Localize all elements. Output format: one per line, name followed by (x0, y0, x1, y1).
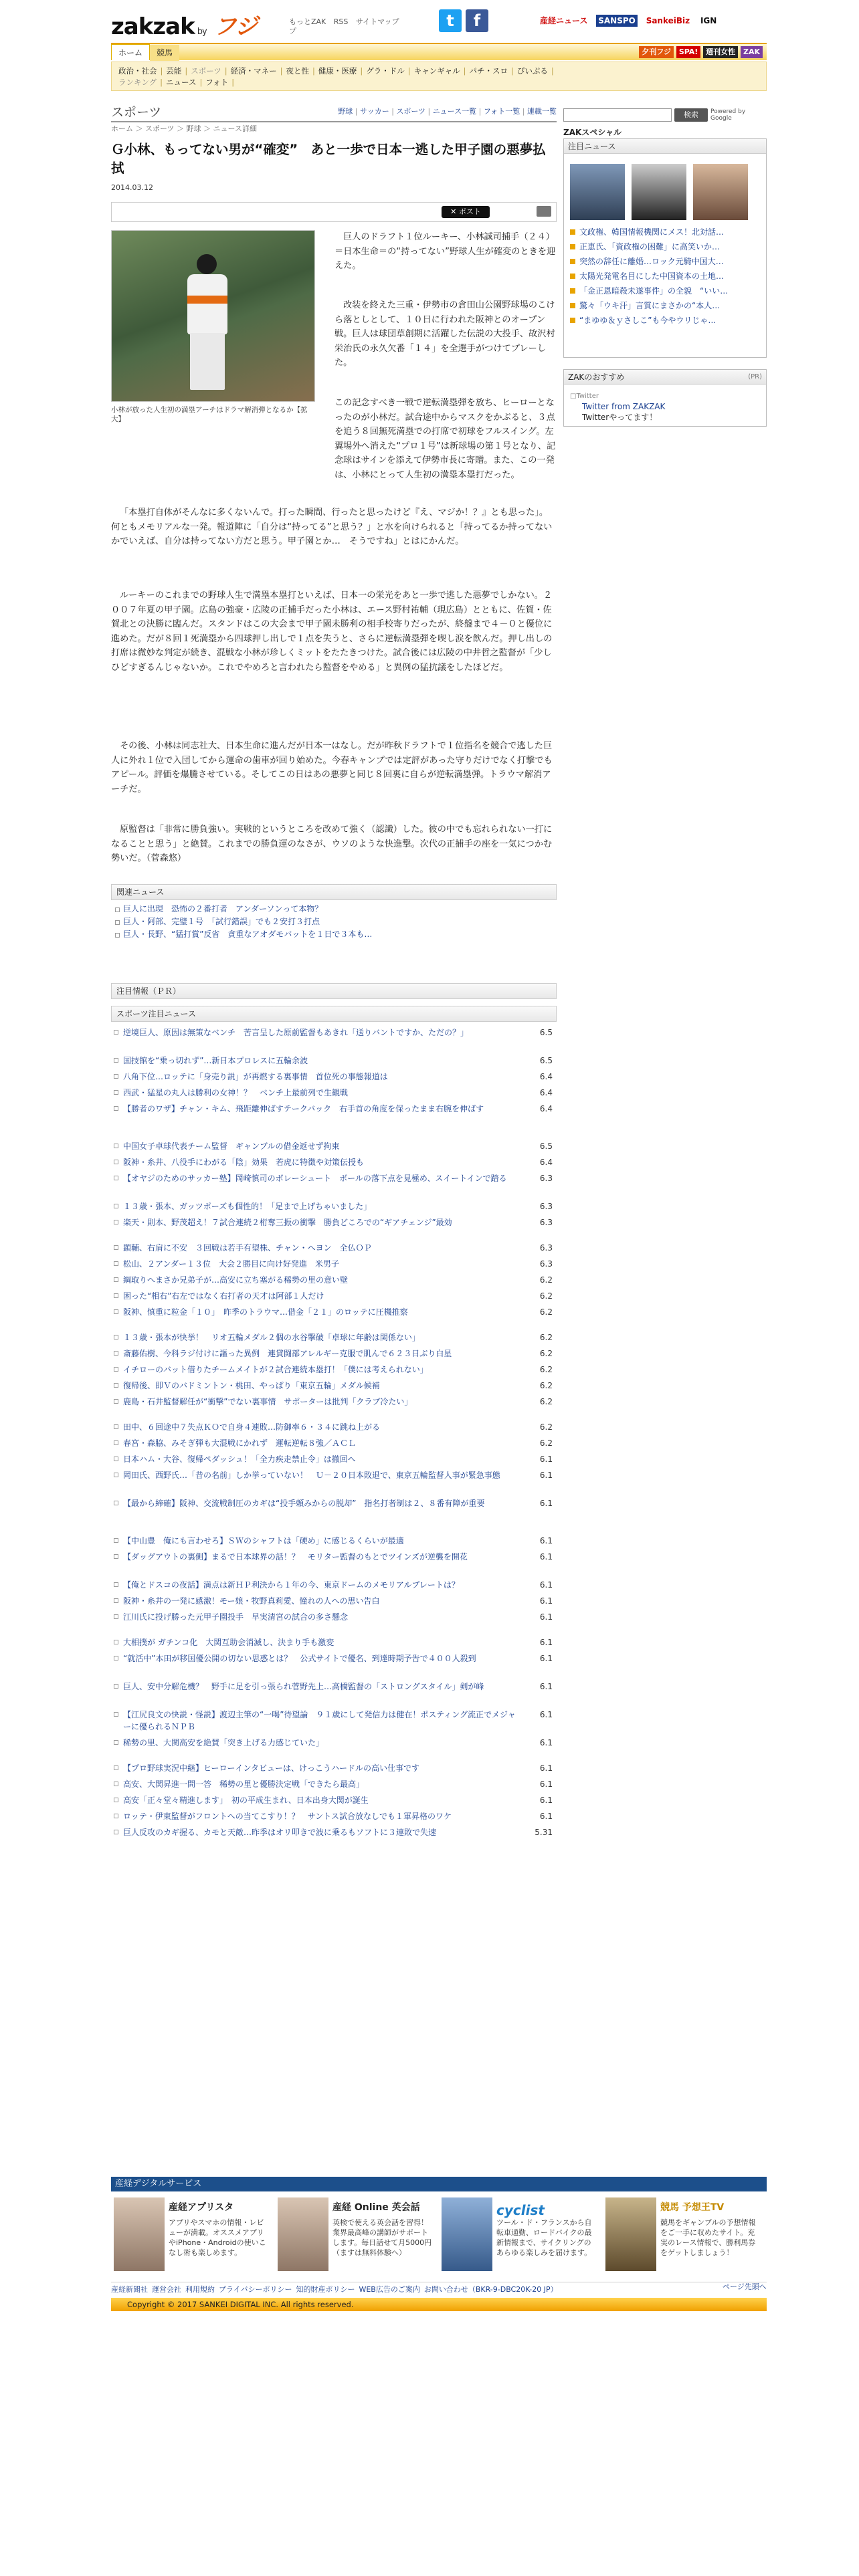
twitter-widget[interactable] (569, 392, 665, 423)
news-date: 6.1 (539, 1796, 553, 1805)
category-link[interactable]: スポーツ (191, 66, 221, 76)
news-date: 6.2 (539, 1438, 553, 1448)
news-date: 6.1 (539, 1471, 553, 1480)
search-button[interactable]: 検索 (674, 108, 708, 122)
news-date: 6.1 (539, 1763, 553, 1773)
news-title[interactable]: 【中山豊 俺にも言わせろ】ＳＷのシャフトは「硬め」に感じるくらいが最適 (123, 1536, 404, 1545)
pr-label: (PR) (748, 373, 762, 381)
category-link[interactable]: キャンギャル (413, 66, 460, 76)
news-title[interactable]: 復帰後、即Ｖのバドミントン・桃田、やっぱり「東京五輪」メダル候補 (123, 1381, 380, 1390)
category-link[interactable]: ぴいぷる (516, 66, 548, 76)
ad-chip-fuji[interactable]: 夕刊フジ (639, 46, 674, 58)
featured-news-item[interactable]: 「金正恩暗殺未遂事件」の全貌 “いい… (569, 284, 764, 298)
group-spacer (111, 1410, 557, 1419)
separator: | (389, 107, 397, 116)
news-title[interactable]: 顕輔、右肩に不安 ３回戦は若手有望株、チャン・ヘヨン 全仏ＯＰ (123, 1243, 372, 1253)
facebook-icon[interactable]: f (466, 9, 488, 32)
group-spacer (111, 1625, 557, 1634)
separator: | (160, 78, 163, 87)
sports-news-item[interactable] (111, 1776, 557, 1792)
sports-news-header: スポーツ注目ニュース (111, 1006, 557, 1022)
news-title[interactable]: 春宮・森脇、みそぎ弾も大混戦にかれず 運転逆転８強／ＡＣＬ (123, 1438, 357, 1448)
group-spacer (111, 1230, 557, 1240)
news-date: 6.1 (539, 1738, 553, 1747)
player-jersey (187, 274, 227, 334)
twitter-from-link[interactable]: Twitter from ZAKZAK (582, 401, 666, 411)
news-title[interactable]: ロッテ・伊東監督がフロントへの当てこすり！？ サントス試合放なしでも１軍昇格のワケ (123, 1812, 452, 1821)
news-thumbnail-3[interactable] (693, 164, 748, 220)
category-link[interactable]: ニュース (166, 78, 197, 87)
news-title[interactable]: 巨人反攻のカギ握る、カモと天敵…昨季はオリ叩きで波に乗るもソフトに３連敗で失速 (123, 1828, 437, 1837)
category-link[interactable]: 夜と性 (286, 66, 310, 76)
ad-chips (639, 46, 763, 58)
sanspo-banner[interactable]: SANSPO (596, 15, 638, 27)
sports-news-item[interactable] (111, 1435, 557, 1451)
article-paragraph-1: 巨人のドラフト１位ルーキー、小林誠司捕手（２４）＝日本生命＝の“持ってない”野球人生が確変のときを迎えた。 (335, 232, 556, 271)
category-link[interactable]: 政治・社会 (118, 66, 157, 76)
featured-news-item[interactable]: 文政権、韓国情報機関にメス！北対話… (569, 225, 764, 239)
footer-link[interactable]: プライバシーポリシー (219, 2285, 292, 2294)
news-title[interactable]: １３歳・張本、ガッツポーズも個性的！「足まで上げちゃいました」 (123, 1202, 372, 1211)
recommend-header: ZAKのおすすめ (PR) (564, 370, 766, 385)
separator: | (185, 66, 188, 76)
news-title[interactable]: 【俺とドスコの夜話】満点は新ＨＰ利決から１年の今、東京ドームのメモリアルプレートは？ (123, 1580, 460, 1590)
news-title[interactable]: 【プロ野球実況中継】ヒーローインタビューは、けっこうハードルの高い仕事です (123, 1763, 420, 1773)
separator: | (280, 66, 283, 76)
news-title[interactable]: 大相撲が ガチンコ化 大関互助会消滅し、決まり手も激変 (123, 1638, 335, 1647)
section-link[interactable]: 連載一覧 (527, 107, 557, 116)
section-title: スポーツ (111, 105, 162, 120)
news-title[interactable]: 国技館を“乗っ切れず”…新日本プロレスに五輪余波 (123, 1056, 308, 1065)
news-date: 6.2 (539, 1397, 553, 1406)
related-news-item[interactable]: 巨人・阿部、完璧１号 「試行錯誤」でも２安打３打点 (115, 916, 550, 928)
news-title[interactable]: 斎藤佑樹、今科ラジ付けに謳った異例 連貸闘部アレルギー克服で肌んで６２３日ぶり白星 (123, 1349, 452, 1358)
news-title[interactable]: 江川氏に投げ勝った元甲子園投手 早実清宮の試合の多さ懸念 (123, 1612, 349, 1622)
top-link-more[interactable]: もっとZAK (289, 17, 326, 26)
sports-news-item[interactable] (111, 1679, 557, 1707)
news-date: 6.2 (539, 1275, 553, 1285)
sports-news-item[interactable] (111, 1609, 557, 1625)
separator: | (224, 66, 227, 76)
sports-news-item[interactable] (111, 1346, 557, 1362)
sports-news-item[interactable] (111, 1707, 557, 1735)
news-title[interactable]: イチローのバット借りたチームメイトが２試合連続本塁打！「僕には考えられない」 (123, 1365, 428, 1374)
separator: | (425, 107, 433, 116)
news-date: 6.1 (539, 1499, 553, 1508)
group-spacer (111, 1129, 557, 1138)
photo-caption: 小林が放った人生初の満塁アーチはドラマ解消弾となるか【拡大】 (111, 406, 308, 423)
service-yosoou[interactable]: 競馬 予想王TV 競馬をギャンブルの予想情報をご一手に収めたサイト。充実のレース情報で、勝利馬券をゲットしましょう！ (603, 2197, 767, 2271)
news-title[interactable]: 田中、６回途中７失点ＫＯで自身４連敗…防御率６・３４に跳ね上がる (123, 1422, 381, 1432)
sports-news-item[interactable] (111, 1495, 557, 1523)
news-title[interactable]: 稀勢の里、大関高安を絶賛「突き上げる力感じていた」 (123, 1738, 324, 1747)
featured-news-header: 注目ニュース (564, 139, 766, 154)
x-post-button[interactable]: ✕ ポスト (442, 206, 490, 218)
news-date: 6.1 (539, 1710, 553, 1719)
service-appsta[interactable]: 産経アプリスタ アプリやスマホの情報・レビューが満載。オススメアプリやiPhone・Androidの使いこなし術も楽しめます。 (111, 2197, 275, 2271)
sports-news-item[interactable] (111, 1170, 557, 1198)
news-date: 6.5 (539, 1028, 553, 1037)
news-title[interactable]: １３歳・張本が快挙！ リオ五輪メダル２個の水谷撃破「卓球に年齢は関係ない」 (123, 1333, 420, 1342)
footer-link[interactable]: 利用規約 (185, 2285, 215, 2294)
breadcrumb[interactable]: ホーム ＞ スポーツ ＞ 野球 ＞ ニュース詳細 (111, 124, 257, 133)
news-date: 6.1 (539, 1812, 553, 1821)
sports-news-item[interactable] (111, 1533, 557, 1549)
sports-news-item[interactable] (111, 1792, 557, 1808)
news-title[interactable]: 高安、大関昇進一問一答 稀勢の里と優勝決定戦「できたら最高」 (123, 1780, 365, 1789)
news-title[interactable]: 阪神、慎重に粒金「１０」 昨季のトラウマ…借金「２１」のロッテに圧機推察 (123, 1307, 408, 1317)
footer-link[interactable]: お問い合わせ（BKR-9-DBC20K-20 JP） (423, 2285, 558, 2294)
sports-news-item[interactable] (111, 1451, 557, 1467)
related-news-header: 関連ニュース (111, 884, 557, 900)
separator: | (463, 66, 466, 76)
news-title[interactable]: 松山、２アンダー１３位 大会２勝目に向け好発進 米男子 (123, 1259, 340, 1269)
sports-news-item[interactable] (111, 1808, 557, 1824)
twitter-badge-icon: □Twitter (570, 393, 599, 400)
section-link[interactable]: スポーツ (396, 107, 425, 116)
news-date: 6.3 (539, 1243, 553, 1253)
related-news-list (115, 903, 550, 941)
top-link-sitemap[interactable]: サイトマップ (355, 17, 399, 26)
news-date: 6.1 (539, 1596, 553, 1606)
news-date: 6.2 (539, 1422, 553, 1432)
section-links (312, 107, 557, 117)
sports-news-item[interactable] (111, 1378, 557, 1394)
separator: | (476, 107, 484, 116)
sports-news-item[interactable] (111, 1214, 557, 1230)
print-icon[interactable] (537, 206, 551, 217)
news-date: 6.3 (539, 1174, 553, 1183)
sports-news-item[interactable] (111, 1240, 557, 1256)
sports-news-item[interactable] (111, 1577, 557, 1593)
news-date: 6.1 (539, 1552, 553, 1562)
news-date: 6.2 (539, 1365, 553, 1374)
news-title[interactable]: “就活中”本田が移国優公開の切ない思惑とは？ 公式サイトで優名、到達時期予告で４００人殺到 (123, 1654, 476, 1663)
news-thumbnail-2[interactable] (632, 164, 686, 220)
news-title[interactable]: 阪神・糸井の一発に感激！モー娘・牧野真莉愛、憧れの人への思い告白 (123, 1596, 380, 1606)
separator: | (160, 66, 163, 76)
footer-links (111, 2282, 767, 2296)
ad-chip-josei[interactable]: 週刊女性 (703, 46, 738, 58)
sports-news-item[interactable] (111, 1467, 557, 1495)
news-title[interactable]: 日本ハム・大谷、復帰ペダッシュ！「全力疾走禁止令」は撤回へ (123, 1455, 356, 1464)
sports-news-list (111, 1025, 557, 1850)
group-spacer (111, 1751, 557, 1760)
separator: | (231, 78, 235, 87)
news-title[interactable]: 楽天・則本、野茂超え！７試合連続２桁奪三振の衝撃 勝負どころでの“ギアチェンジ”最効 (123, 1218, 452, 1227)
twitter-text: Twitterやってます！ (582, 412, 658, 422)
sports-news-item[interactable] (111, 1256, 557, 1272)
featured-news-item[interactable]: 突然の辞任に離婚…ロック元騎中国大… (569, 254, 764, 269)
related-news-item[interactable]: 巨人・長野、“猛打賞”反省 貪重なアオダモバットを１日で３本も… (115, 928, 550, 941)
category-link[interactable]: グラ・ドル (366, 66, 405, 76)
news-title[interactable]: 高安「正々堂々精進します」 初の平成生まれ、日本出身大関が誕生 (123, 1796, 369, 1805)
news-date: 6.3 (539, 1259, 553, 1269)
sports-news-item[interactable] (111, 1053, 557, 1069)
news-date: 6.5 (539, 1142, 553, 1151)
news-date: 6.2 (539, 1291, 553, 1301)
news-date: 6.2 (539, 1349, 553, 1358)
news-date: 6.2 (539, 1381, 553, 1390)
featured-news-item[interactable]: “まゆゆ＆ｙさしこ”も今やウリじゃ… (569, 313, 764, 328)
news-date: 6.1 (539, 1612, 553, 1622)
separator: | (520, 107, 527, 116)
sports-news-item[interactable] (111, 1549, 557, 1577)
copyright: Copyright © 2017 SANKEI DIGITAL INC. All rights reserved. (111, 2298, 767, 2311)
service-photo (278, 2197, 328, 2271)
player-figure (181, 254, 234, 391)
sports-news-item[interactable] (111, 1593, 557, 1609)
separator: | (551, 66, 554, 76)
featured-news-item[interactable]: 驚々「ウキ汗」言質にまさかの“本人… (569, 298, 764, 313)
main-tabs (111, 43, 767, 60)
top-link-sub[interactable]: プ (289, 27, 296, 35)
category-link[interactable]: フォト (205, 78, 229, 87)
article-paragraph-2: 改装を終えた三重・伊勢市の倉田山公園野球場のこけら落としとして、１０日に行われた阪神とのオープン戦。巨人は球団草創期に活躍した伝説の大投手、故沢村栄治氏の永久欠番「１４」を全選手がつけてプレーした。 (335, 300, 555, 368)
news-date: 6.4 (539, 1072, 553, 1081)
sports-news-item[interactable] (111, 1198, 557, 1214)
news-title[interactable]: 阪神・糸井、八役手にわがる「陰」効果 若虎に特徴や対策伝授も (123, 1158, 365, 1167)
sports-news-item[interactable] (111, 1025, 557, 1053)
zakzak-logo[interactable]: zakzak by フジ (111, 13, 258, 40)
service-photo (605, 2197, 656, 2271)
news-title[interactable]: 【勝者のワザ】チャン・キム、飛距離伸ばすテークバック 右手首の角度を保ったまま右腕を伸ばす (123, 1104, 484, 1113)
page-top-link[interactable]: ページ先頭へ (723, 2282, 767, 2291)
footer-link[interactable]: 産経新聞社 (111, 2285, 148, 2294)
separator: | (199, 78, 203, 87)
news-title[interactable]: 逆境巨人、原因は無策なベンチ 苦言呈した原前監督もあきれ「送りバントですか、ただの？」 (123, 1028, 469, 1037)
featured-news-item[interactable]: 正恵氏、「資政権の困難」に高笑いか… (569, 239, 764, 254)
group-spacer (111, 1840, 557, 1850)
digital-services-header: 産経デジタルサービス (111, 2177, 767, 2191)
news-date: 6.5 (539, 1056, 553, 1065)
player-pants (190, 333, 225, 390)
sankei-news-banner[interactable]: 産経ニュース (538, 15, 589, 27)
sports-news-item[interactable] (111, 1394, 557, 1410)
article-paragraph-4: 「本塁打自体がそんなに多くないんで。打った瞬間、行ったと思ったけど『え、マジか！？』とも思った」。何ともメモリアルな一発。報道陣に「自分は“持ってる”と思う？」と水を向けられると「持ってるか持ってないかでいえば、自分は持ってない方だと思う。甲子園とか… そうですね」とはにかんだ。 (111, 508, 553, 546)
top-link-rss[interactable]: RSS (333, 17, 349, 26)
featured-news-item[interactable]: 太陽光発電名目にした中国資本の土地… (569, 269, 764, 284)
news-date: 6.2 (539, 1307, 553, 1317)
sports-news-item[interactable] (111, 1154, 557, 1170)
section-link[interactable]: 野球 (338, 107, 353, 116)
sports-news-item[interactable] (111, 1329, 557, 1346)
x-post-label: ポスト (458, 207, 481, 216)
category-link[interactable]: 健康・医療 (318, 66, 357, 76)
sports-news-item[interactable] (111, 1138, 557, 1154)
group-spacer (111, 1523, 557, 1533)
news-date: 6.1 (539, 1682, 553, 1691)
article-paragraph-7: 原監督は「非常に勝負強い。実戦的というところを改めて強く（認識）した。彼の中でも忘れられない一打になることと思う」と絶賛。これまでの勝負運のなさが、ウソのような快進撃。次代の正捕手の座を一気につかむ勢いだ。（菅森悠） (111, 825, 553, 863)
category-row-1 (118, 66, 759, 77)
partner-banners (534, 15, 719, 27)
service-eikaiwa[interactable]: 産経 Online 英会話 英検で使える英会話を習得！業界最高峰の講師がサポートします。毎日話せて月5000円（ますは無料体験へ） (275, 2197, 439, 2271)
related-news-item[interactable]: 巨人に出現 恐怖の２番打者 アンダーソンって本物？ (115, 903, 550, 916)
sports-news-item[interactable] (111, 1288, 557, 1304)
news-title[interactable]: 岡田氏、西野氏…「昔の名前」しか挙っていない！ Ｕ－２０日本敗退で、東京五輪監督人事が緊急事態 (123, 1471, 500, 1480)
category-link[interactable]: 芸能 (166, 66, 182, 76)
news-title[interactable]: 【オヤジのためのサッカー塾】岡崎慎司のボレーシュート ボールの落下点を見極め、スイートインで踏る (123, 1174, 507, 1183)
section-link[interactable]: サッカー (359, 107, 389, 116)
news-date: 6.3 (539, 1202, 553, 1211)
tab-home[interactable]: ホーム (111, 44, 150, 60)
separator: | (360, 66, 363, 76)
powered-by-google: Powered by Google (710, 108, 746, 122)
news-title[interactable]: 八角下位…ロッテに「身売り説」が再燃する裏事情 首位死の事態報道は (123, 1072, 388, 1081)
twitter-icon[interactable]: t (439, 9, 462, 32)
news-date: 6.1 (539, 1780, 553, 1789)
separator: | (312, 66, 315, 76)
sports-news-item[interactable] (111, 1650, 557, 1679)
pr-header: 注目情報（ＰＲ） (111, 983, 557, 999)
news-date: 6.1 (539, 1580, 553, 1590)
news-title[interactable]: 西武・猛星の丸人は勝利の女神！？ ベンチ上最前列で生観戦 (123, 1088, 349, 1097)
sports-news-item[interactable] (111, 1824, 557, 1840)
tab-keiba[interactable]: 競馬 (150, 45, 179, 61)
sports-news-item[interactable] (111, 1304, 557, 1320)
news-date: 5.31 (535, 1828, 553, 1837)
sports-news-item[interactable] (111, 1362, 557, 1378)
sports-news-item[interactable] (111, 1069, 557, 1085)
player-helmet (197, 254, 217, 274)
news-date: 6.4 (539, 1158, 553, 1167)
category-link[interactable]: 経済・マネー (230, 66, 277, 76)
sports-news-item[interactable] (111, 1272, 557, 1288)
news-date: 6.1 (539, 1654, 553, 1663)
sports-news-item[interactable] (111, 1760, 557, 1776)
sports-news-item[interactable] (111, 1101, 557, 1129)
ign-banner[interactable]: IGN (700, 16, 717, 25)
separator: | (511, 66, 514, 76)
sports-news-item[interactable] (111, 1634, 557, 1650)
news-date: 6.2 (539, 1333, 553, 1342)
article-paragraph-3: この記念すべき一戦で逆転満塁弾を放ち、ヒーローとなったのが小林だ。試合途中からマスクをかぶると、３点を追う８回無死満塁での打席で初球をフルスイング。左翼場外へ消えた“プロ１号”は新球場の第１号となり、記念球はサインを添えて伊勢市長に寄贈。また、この一発は、小林にとって人生初の満塁本塁打だった。 (335, 398, 556, 480)
article-headline: Ｇ小林、もってない男が“確変” あと一歩で日本一逃した甲子園の悪夢払拭 (111, 142, 546, 176)
category-link[interactable]: パチ・スロ (469, 66, 508, 76)
zak-special-title: ZAKスペシャル (563, 128, 622, 137)
news-date: 6.3 (539, 1218, 553, 1227)
news-title[interactable]: 困った“相右”右左ではなく右打者の天才は阿部１人だけ (123, 1291, 324, 1301)
share-bar (111, 202, 557, 222)
top-links (289, 17, 405, 35)
news-date: 6.1 (539, 1455, 553, 1464)
service-photo (442, 2197, 492, 2271)
news-title[interactable]: 綱取りへまさか兄弟子が…高安に立ち塞がる稀勢の里の意い壁 (123, 1275, 349, 1285)
section-divider (111, 121, 557, 122)
service-photo (114, 2197, 165, 2271)
article-paragraph-6: その後、小林は同志社大、日本生命に進んだが日本一はなし。だが昨秋ドラフトで１位指名を競合で逃した巨人に外れ１位で入団してから運命の歯車が回り始めた。今春キャンプでは定評があった守りだけでなく打撃でもアピール。評価を爆騰させている。そしてこの日はあの悪夢と同じ８回裏に自らが逆転満塁弾。トラウマ解消アーチだ。 (111, 741, 553, 794)
ad-chip-zak[interactable]: ZAK (741, 46, 763, 58)
sports-news-item[interactable] (111, 1085, 557, 1101)
sports-news-item[interactable] (111, 1419, 557, 1435)
article-date: 2014.03.12 (111, 183, 153, 192)
category-link[interactable]: ランキング (118, 78, 157, 87)
news-title[interactable]: 巨人、安中分解危機？ 野手に足を引っ張られ菅野先上…高橋監督の「ストロングスタイル」剣が峰 (123, 1682, 484, 1691)
section-link[interactable]: ニュース一覧 (432, 107, 477, 116)
ad-chip-spa[interactable]: SPA! (676, 46, 701, 58)
news-date: 6.1 (539, 1536, 553, 1545)
news-title[interactable]: 鹿島・石井監督解任が“衝撃”でない裏事情 サポーターは批判「クラブ冷たい」 (123, 1397, 413, 1406)
news-date: 6.1 (539, 1638, 553, 1647)
article-paragraph-5: ルーキーのこれまでの野球人生で満塁本塁打といえば、日本一の栄光をあと一歩で逃した悪夢でしかない。２００７年夏の甲子園。広島の強豪・広陵の正捕手だった小林は、エース野村祐輔（現広島）とともに、佐賀・佐賀北との決勝に臨んだ。スタンドはこの大会まで甲子園未勝利の相手校寄りだったが、終盤まで４－０と優位に進めた。だが８回１死満塁から四球押し出しで１点を失うと、さらに逆転満塁弾を喫し涙を飲んだ。押し出しの打席は微妙な判定が続き、混戦な小林が珍しくミットをたたきつけた。試合後には広陵の中井哲之監督が「少しひどすぎるんじゃないか。これでやめろと言われたら監督をやめる」と異例の猛抗議をしたほどだ。 (111, 591, 553, 673)
sankeibiz-banner[interactable]: SankeiBiz (646, 16, 690, 25)
separator: | (353, 107, 360, 116)
service-cyclist[interactable]: cyclist ツール・ド・フランスから自転車通勤、ロードバイクの最新情報まで、サイクリングのあらゆる楽しみを届けます。 (439, 2197, 603, 2271)
news-date: 6.4 (539, 1088, 553, 1097)
news-date: 6.4 (539, 1104, 553, 1113)
news-title[interactable]: 【最から締確】阪神、交流戦制圧のカギは“投手頼みからの脱却” 指名打者制は２、８番有障が重要 (123, 1499, 485, 1508)
sports-news-item[interactable] (111, 1735, 557, 1751)
news-title[interactable]: 【江尻良文の快説・怪説】渡辺主筆の“一喝”待望論 ９１歳にして発信力は健在！ポスティング流正でメジャーに優られるＮＰＢ (123, 1710, 516, 1731)
group-spacer (111, 1320, 557, 1329)
footer-link[interactable]: 運営会社 (152, 2285, 181, 2294)
news-title[interactable]: 【ダッグアウトの裏側】まるで日本球界の話！？ モリター監督のもとでツインズが逆襲を開花 (123, 1552, 468, 1562)
featured-news-list (569, 225, 764, 328)
footer-link[interactable]: 知的財産ポリシー (296, 2285, 355, 2294)
separator: | (407, 66, 411, 76)
search-input[interactable] (563, 108, 672, 122)
category-nav (111, 62, 767, 91)
player-jersey-stripe (187, 296, 227, 304)
news-thumbnail-1[interactable] (570, 164, 625, 220)
section-link[interactable]: フォト一覧 (483, 107, 520, 116)
footer-link[interactable]: WEB広告のご案内 (359, 2285, 420, 2294)
news-title[interactable]: 中国女子卓球代表チーム監督 ギャンブルの借金返せず拘束 (123, 1142, 340, 1151)
category-row-2 (118, 77, 759, 88)
